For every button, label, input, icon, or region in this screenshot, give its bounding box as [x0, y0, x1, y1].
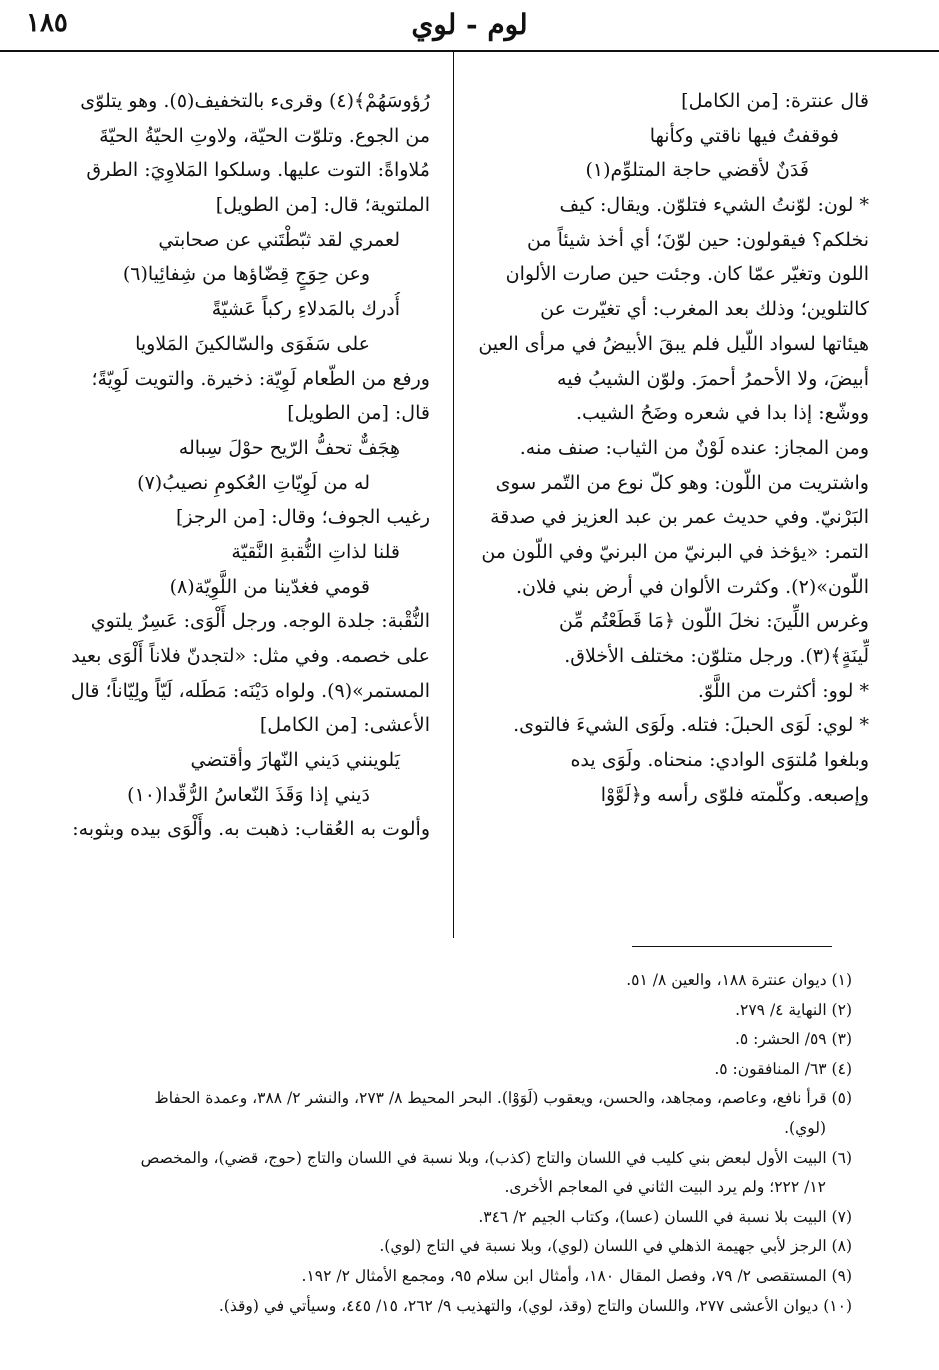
text-line: وإصبعه. وكلّمته فلوّى رأسه و﴿لَوَّوْا	[600, 783, 869, 806]
verse-line: فَدَنٌ لأقضي حاجة المتلوِّم(١)	[585, 159, 809, 182]
entry-headword-line: * لوي: لَوَى الحبلَ: فتله. ولَوَى الشيءَ فالتوى.	[513, 714, 869, 737]
text-line: ورفع من الطّعام لَوِيّة: ذخيرة. والتويت لَوِيّةً؛	[91, 367, 430, 390]
text-line: الملتوية؛ قال: [من الطويل]	[215, 194, 430, 217]
text-line: الأعشى: [من الكامل]	[259, 714, 430, 737]
text-line: وغرس اللِّينَ: نخلَ اللّون ﴿مَا قَطَعْتُم مِّن	[558, 610, 869, 633]
text-line: لِّينَةٍ﴾(٣). ورجل متلوّن: مختلف الأخلاق.	[564, 645, 869, 667]
text-line: ووشّع: إذا بدا في شعره وضَحُ الشيب.	[575, 402, 869, 425]
text-line: واشتريت من اللّون: وهو كلّ نوع من التّمر سوى	[495, 471, 869, 494]
column-divider	[453, 50, 454, 938]
text-line: قال عنترة: [من الكامل]	[681, 90, 869, 112]
text-line: وألوت به العُقاب: ذهبت به. وأَلْوَى بيده وبثوبه:	[72, 818, 430, 841]
text-line: أبيضَ، ولا الأحمرُ أحمرَ. ولوّن الشيبُ فيه	[557, 367, 869, 390]
verse-line: هِجَفٌّ تحفُّ الرّيح حوْلَ سِباله	[178, 436, 400, 459]
footnote: (٧) البيت بلا نسبة في اللسان (عسا)، وكتاب الجيم ٢/ ٣٤٦.	[478, 1207, 852, 1226]
footnote: (٥) قرأ نافع، وعاصم، ومجاهد، والحسن، ويعقوب (لَوَوْا). البحر المحيط ٨/ ٢٧٣، والنشر ٢/ ٣٨٨، وعمدة الحفاظ	[154, 1089, 852, 1108]
verse-line: وعن حِوَجٍ قِضّاؤها من شِفائِيا(٦)	[122, 263, 370, 286]
footnote-continuation: ١٢/ ٢٢٢؛ ولم يرد البيت الثاني في المعاجم الأخرى.	[504, 1178, 826, 1197]
verse-line: يَلوينني دَيني النّهارَ وأقتضي	[190, 749, 400, 772]
text-line: البَرْنيّ. وفي حديث عمر بن عبد العزيز في صدقة	[490, 506, 869, 529]
verse-line: قومي فغدّينا من اللَّوِيّة(٨)	[169, 575, 370, 598]
text-line: وبلغوا مُلتوَى الوادي: منحناه. ولَوَى يده	[570, 749, 869, 772]
text-line: كالتلوين؛ وذلك بعد المغرب: أي تغيّرت عن	[540, 298, 869, 321]
text-line: رُؤوسَهُمْ﴾(٤) وقرىء بالتخفيف(٥). وهو يتلوّى	[80, 90, 430, 112]
footnote: (٨) الرجز لأبي جهيمة الذهلي في اللسان (لوي)، وبلا نسبة في التاج (لوي).	[379, 1237, 852, 1256]
verse-line: له من لَوِيّاتِ العُكومِ نصيبُ(٧)	[137, 471, 370, 494]
text-line: ومن المجاز: عنده لَوْنٌ من الثياب: صنف منه.	[519, 436, 869, 459]
footnote-separator	[632, 946, 832, 947]
text-line: نخلكم؟ فيقولون: حين لوّنَ؛ أي أخذ شيئاً من	[526, 228, 869, 251]
footnote-continuation: (لوي).	[784, 1118, 826, 1137]
verse-line: دَيني إذا وَقَذَ النّعاسُ الرُّقّدا(١٠)	[127, 783, 370, 806]
verse-line: قلنا لذاتِ النُّقبةِ النَّقيّة	[231, 540, 400, 563]
verse-line: على سَفَوَى والسّالكينَ المَلاويا	[135, 332, 370, 355]
page-number: ١٨٥	[26, 8, 68, 38]
footnotes	[40, 966, 852, 1321]
left-column	[26, 84, 430, 847]
text-line: اللون وتغيّر عمّا كان. وجئت حين صارت الألوان	[505, 263, 869, 286]
right-column	[463, 84, 869, 812]
verse-line: أُدرك بالمَدلاءِ ركباً عَشيّةً	[211, 298, 400, 321]
text-line: هيئاتها لسواد اللّيل فلم يبقَ الأبيضُ في مرأى العين	[478, 332, 869, 355]
text-line: قال: [من الطويل]	[287, 402, 430, 425]
page-header	[0, 0, 939, 52]
entry-headword-line: * لوو: أكثرت من اللَّوّ.	[697, 679, 869, 702]
footnote: (١) ديوان عنترة ١٨٨، والعين ٨/ ٥١.	[626, 971, 852, 989]
footnote: (٤) ٦٣/ المنافقون: ٥.	[714, 1059, 852, 1078]
text-line: المستمر»(٩). ولواه دَيْنَه: مَطَله، لَيّاً ولِيّاناً؛ قال	[70, 679, 430, 702]
footnote: (٦) البيت الأول لبعض بني كليب في اللسان والتاج (كذب)، وبلا نسبة في اللسان والتاج (حوج، قضي)، والمخصص	[140, 1148, 852, 1167]
text-line: من الجوع. وتلوّت الحيّة، ولاوتِ الحيّةُ الحيّةَ	[99, 124, 430, 147]
verse-line: فوقفتُ فيها ناقتي وكأنها	[649, 124, 839, 147]
footnote: (٣) ٥٩/ الحشر: ٥.	[734, 1030, 852, 1049]
footnote: (١٠) ديوان الأعشى ٢٧٧، واللسان والتاج (وقذ، لوي)، والتهذيب ٩/ ٢٦٢، ١٥/ ٤٤٥، وسيأتي في (وقذ).	[218, 1296, 852, 1315]
footnote: (٢) النهاية ٤/ ٢٧٩.	[735, 1000, 852, 1019]
entry-headword-line: * لون: لوّنتُ الشيء فتلوّن. ويقال: كيف	[559, 194, 869, 217]
verse-line: لعمري لقد ثبّطْتَني عن صحابتي	[158, 228, 400, 251]
text-line: رغيب الجوف؛ وقال: [من الرجز]	[175, 506, 430, 529]
running-title: لوم - لوي	[411, 8, 528, 41]
text-line: اللّون»(٢). وكثرت الألوان في أرض بني فلان.	[516, 575, 869, 598]
text-line: التمر: «يؤخذ في البرنيّ من البرنيّ وفي اللّون من	[481, 540, 869, 563]
footnote: (٩) المستقصى ٢/ ٧٩، وفصل المقال ١٨٠، وأمثال ابن سلام ٩٥، ومجمع الأمثال ٢/ ١٩٢.	[301, 1266, 852, 1285]
text-line: مُلاواةً: التوت عليها. وسلكوا المَلاوِيَ: الطرق	[86, 159, 430, 182]
text-line: على خصمه. وفي مثل: «لتجدنّ فلاناً أَلْوَى بعيد	[71, 645, 430, 667]
text-line: النُّقْبة: جلدة الوجه. ورجل أَلْوَى: عَسِرٌ يلتوي	[90, 610, 430, 633]
